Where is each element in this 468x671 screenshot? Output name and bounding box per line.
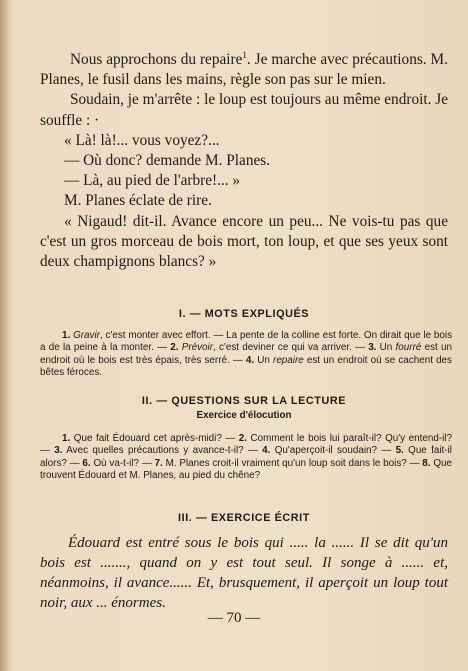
dialogue-line-1: « Là! là!... vous voyez?...: [64, 131, 220, 149]
footnote-marker: 1: [242, 49, 247, 60]
story-text: [40, 50, 448, 272]
story-paragraph-1: Nous approchons du repaire$^1$. Je marche avec précautions. M. Planes, le fusil dans les mains, règle son pas sur le mien.: [40, 49, 448, 89]
section-heading-questions: II. — QUESTIONS SUR LA LECTURE: [141, 395, 347, 407]
dialogue-line-3: — Là, au pied de l'arbre!... »: [64, 172, 241, 190]
section-text-questions: 1. Que fait Édouard cet après-midi? — 2. Comment le bois lui paraît-il? Qu'y entend-il? — 3. Avec quelles précautions y avance-t-il? — 4. Qu'aperçoit-il soudain? — 5. Que fait-il alors? — 6. Où va-t-il? — 7. M. Planes croit-il vraiment qu'un loup soit dans le bois? — 8. Que trouvent Édouard et M. Planes, au pied du chêne?: [40, 433, 453, 481]
section-subheading-elocution: Exercice d'élocution: [196, 410, 292, 421]
story-paragraph-2: Soudain, je m'arrête : le loup est toujours au même endroit. Je souffle : ·: [40, 91, 448, 129]
exercise-text: Édouard est entré sous le bois qui ..... la ...... Il se dit qu'un bois est ......., quand on y est tout seul. Il songe à ...... et, néanmoins, il avance...... Et, brusquement, il aperçoit un loup tout noir, aux ... énormes.: [40, 535, 448, 611]
story-paragraph-3: M. Planes éclate de rire.: [64, 192, 212, 210]
section-heading-mots-expliques: I. — MOTS EXPLIQUÉS: [178, 308, 310, 320]
section-heading-exercice-ecrit: III. — EXERCICE ÉCRIT: [178, 512, 310, 524]
page-gutter-shadow: [0, 0, 10, 671]
dialogue-line-2: — Où donc? demande M. Planes.: [64, 152, 271, 170]
section-text-mots-expliques: 1. Gravir, c'est monter avec effort. — La pente de la colline est forte. On dirait que le bois a de la peine à la monter. — 2. Prévoir, c'est deviner ce qui va arriver. — 3. Un fourré est un endroit où le bois est très épais, très serré. — 4. Un repaire est un endroit où se cachent des bêtes féroces.: [40, 330, 453, 378]
page-number: — 70 —: [207, 610, 261, 626]
story-paragraph-4: « Nigaud! dit-il. Avance encore un peu... Ne vois-tu pas que c'est un gros morceau de bois mort, ton loup, et que ses yeux sont deux champignons blancs? »: [40, 212, 448, 271]
